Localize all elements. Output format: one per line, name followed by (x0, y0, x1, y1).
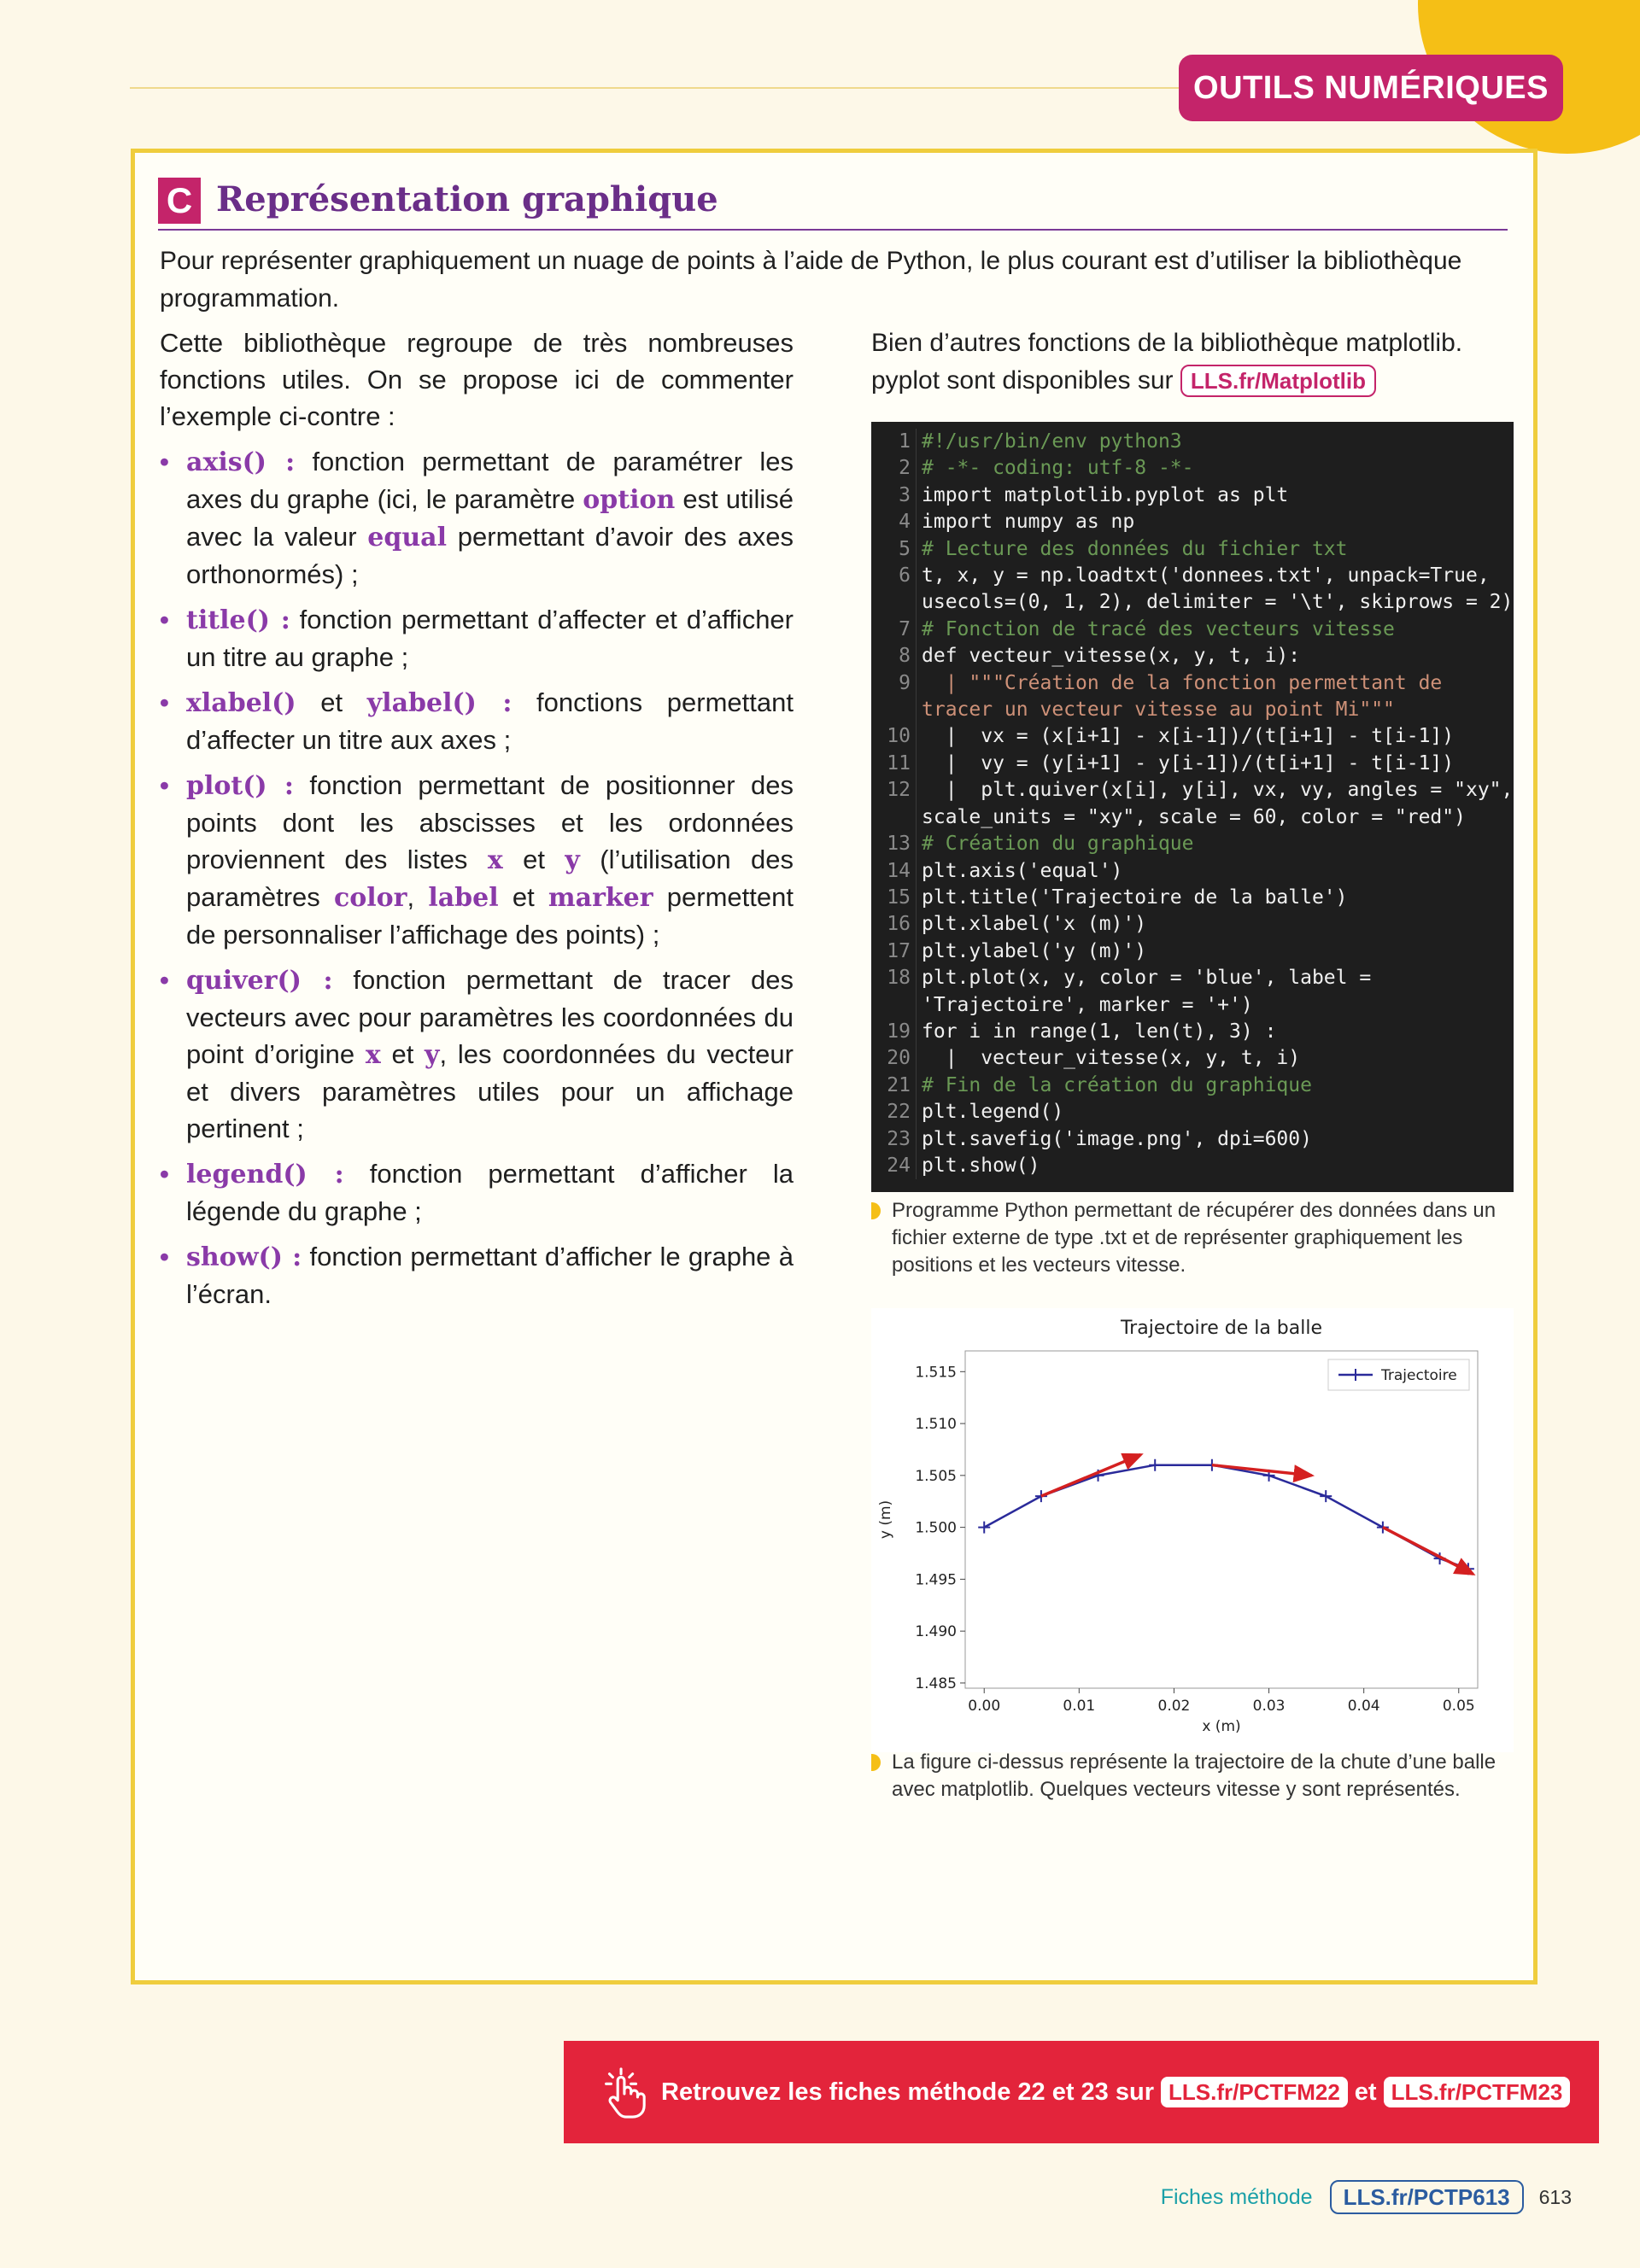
y-tick-label: 1.505 (915, 1467, 957, 1485)
keyword-x: x (487, 845, 503, 875)
code-text: # -*- coding: utf-8 -*- (922, 457, 1194, 480)
code-line (878, 455, 1507, 482)
line-number (878, 804, 917, 831)
lead-paragraph: Cette bibliothèque regroupe de très nombreuses fonctions utiles. On se propose ici de commenter l’exemple ci-contre : (160, 328, 794, 431)
code-text: plt.legend() (922, 1101, 1064, 1124)
item-text: et (380, 1039, 425, 1069)
x-tick-label: 0.05 (1442, 1698, 1475, 1715)
keyword-equal: equal (367, 523, 448, 552)
section-heading (158, 178, 1508, 231)
code-text: import numpy as np (922, 511, 1135, 534)
bullet-icon: • (160, 1159, 169, 1189)
keyword-marker: marker (548, 883, 653, 913)
section-letter: C (158, 178, 201, 224)
x-tick-label: 0.04 (1347, 1698, 1380, 1715)
keyword-y: y (565, 845, 580, 875)
list-item-labels (160, 684, 794, 758)
function-list (160, 443, 794, 1312)
line-number (878, 992, 917, 1019)
velocity-vector (1041, 1455, 1141, 1497)
code-line (878, 670, 1507, 697)
method-banner (564, 2041, 1599, 2143)
code-line (878, 858, 1507, 885)
section-badge: OUTILS NUMÉRIQUES (1179, 55, 1563, 121)
item-text: , les coordonnées du vecteur et divers paramètres utiles pour un affichage pertinent ; (186, 1039, 794, 1143)
line-number: 4 (878, 509, 917, 535)
data-point (1320, 1490, 1332, 1502)
code-line (878, 589, 1514, 616)
section-title: Représentation graphique (216, 179, 718, 219)
code-line (878, 751, 1507, 777)
bullet-icon: • (160, 447, 169, 476)
legend-label: Trajectoire (1381, 1367, 1457, 1384)
code-line (878, 563, 1507, 589)
plot-area (965, 1351, 1478, 1688)
list-item-title (160, 601, 794, 675)
line-number: 10 (878, 723, 917, 750)
item-text: , (407, 882, 429, 912)
page-number: 613 (1538, 2185, 1572, 2208)
code-line (878, 1019, 1507, 1045)
bullet-icon: • (160, 965, 169, 995)
line-number: 16 (878, 911, 917, 938)
code-text: scale_units = "xy", scale = 60, color = "red") (922, 805, 1466, 828)
item-text: fonction permettant de tracer des vecteurs avec pour paramètres les coordonnées du point d’origine (186, 965, 794, 1069)
pointing-hand-icon (596, 2066, 649, 2119)
list-item-plot (160, 767, 794, 953)
code-listing (871, 422, 1514, 1192)
code-text: plt.axis('equal') (922, 859, 1123, 882)
line-number: 3 (878, 482, 917, 509)
code-text: t, x, y = np.loadtxt('donnees.txt', unpack=True, (922, 564, 1490, 587)
code-text: 'Trajectoire', marker = '+') (922, 993, 1253, 1016)
line-number: 6 (878, 563, 917, 589)
code-line (878, 429, 1507, 455)
line-number: 17 (878, 938, 917, 965)
x-axis-label: x (m) (1202, 1718, 1241, 1735)
keyword-quiver: quiver() : (186, 966, 333, 996)
code-line (878, 1045, 1507, 1072)
line-number: 19 (878, 1019, 917, 1045)
line-number: 14 (878, 858, 917, 885)
trajectory-chart (871, 1308, 1514, 1752)
y-axis-label: y (m) (877, 1499, 894, 1540)
code-text: plt.ylabel('y (m)') (922, 939, 1147, 962)
banner-and: et (1354, 2078, 1377, 2106)
code-text: # Création du graphique (922, 833, 1194, 856)
intro-paragraph: Pour représenter graphiquement un nuage de points à l’aide de Python, le plus courant est d’utiliser la bibliothèque programmation. (160, 247, 1462, 313)
left-column (160, 324, 794, 1321)
keyword-title: title() : (186, 605, 290, 635)
item-text: fonctions permettant d’affecter un titre aux axes ; (186, 687, 794, 755)
page-footer (1145, 2177, 1572, 2217)
code-text: | plt.quiver(x[i], y[i], vx, vy, angles = "xy", (922, 779, 1514, 802)
line-number: 21 (878, 1073, 917, 1099)
code-line (878, 643, 1507, 669)
chart-svg (871, 1308, 1514, 1752)
banner-text: Retrouvez les fiches méthode 22 et 23 sur (661, 2078, 1154, 2106)
code-line (878, 723, 1507, 750)
list-item-quiver (160, 962, 794, 1147)
item-text: fonction permettant d’afficher le graphe à l’écran. (186, 1242, 794, 1309)
code-text: | vecteur_vitesse(x, y, t, i) (922, 1047, 1301, 1070)
line-number: 11 (878, 751, 917, 777)
fm23-link[interactable]: LLS.fr/PCTFM23 (1384, 2077, 1571, 2107)
code-text: plt.plot(x, y, color = 'blue', label = (922, 967, 1372, 990)
code-text: import matplotlib.pyplot as plt (922, 483, 1289, 506)
code-line (878, 992, 1507, 1019)
chart-caption: La figure ci-dessus représente la trajectoire de la chute d’une balle avec matplotlib. Quelques vecteurs vitesse y sont représentés. (871, 1749, 1532, 1803)
item-text: et (296, 687, 367, 717)
item-text: et (498, 882, 548, 912)
keyword-ylabel: ylabel() : (366, 688, 512, 718)
code-text: for i in range(1, len(t), 3) : (922, 1020, 1277, 1043)
code-line (878, 1126, 1507, 1153)
code-text: | vy = (y[i+1] - y[i-1])/(t[i+1] - t[i-1]) (922, 751, 1455, 775)
code-line (878, 1073, 1507, 1099)
code-text: plt.savefig('image.png', dpi=600) (922, 1127, 1312, 1150)
code-text: plt.title('Trajectoire de la balle') (922, 886, 1348, 909)
code-text: plt.show() (922, 1154, 1040, 1177)
list-item-axis (160, 443, 794, 593)
line-number: 20 (878, 1045, 917, 1072)
code-text: plt.xlabel('x (m)') (922, 913, 1147, 936)
data-point (978, 1522, 990, 1534)
x-tick-label: 0.03 (1252, 1698, 1286, 1715)
keyword-plot: plot() : (186, 771, 294, 801)
bullet-icon: • (160, 605, 169, 634)
bullet-icon: • (160, 770, 169, 800)
line-number: 23 (878, 1126, 917, 1153)
keyword-legend: legend() : (186, 1160, 344, 1190)
item-text: et (502, 845, 565, 874)
bullet-icon: • (160, 687, 169, 717)
y-tick-label: 1.510 (915, 1416, 957, 1434)
y-tick-label: 1.495 (915, 1571, 957, 1589)
code-text: # Fin de la création du graphique (922, 1073, 1312, 1096)
velocity-vector (1383, 1528, 1473, 1575)
footer-label: Fiches méthode (1160, 2184, 1313, 2209)
code-line (878, 777, 1514, 804)
line-number: 2 (878, 455, 917, 482)
y-tick-label: 1.500 (915, 1519, 957, 1537)
data-point (1149, 1459, 1161, 1471)
x-tick-label: 0.00 (968, 1698, 1001, 1715)
code-line (878, 804, 1507, 831)
keyword-label: label (428, 883, 499, 913)
right-intro-text: Bien d’autres fonctions de la bibliothèque matplotlib. pyplot sont disponibles sur (871, 329, 1463, 395)
item-text: fonction permettant d’affecter et d’afficher un titre au graphe ; (186, 605, 794, 672)
code-line (878, 938, 1507, 965)
item-text: est utilisé avec la valeur (186, 484, 794, 552)
data-point (1377, 1522, 1389, 1534)
code-line (878, 509, 1507, 535)
item-text: (l’utilisation des paramètres (186, 845, 794, 912)
code-line (878, 617, 1507, 643)
code-line (878, 885, 1507, 911)
line-number: 24 (878, 1153, 917, 1179)
x-tick-label: 0.02 (1157, 1698, 1191, 1715)
code-line (878, 697, 1507, 723)
item-text: fonction permettant d’afficher la légende du graphe ; (186, 1159, 794, 1226)
y-tick-label: 1.515 (915, 1364, 957, 1382)
list-item-show (160, 1238, 794, 1312)
code-line (878, 1099, 1507, 1125)
line-number: 9 (878, 670, 917, 697)
keyword-color: color (334, 883, 407, 913)
matplotlib-link[interactable]: LLS.fr/Matplotlib (1180, 365, 1376, 397)
line-number: 1 (878, 429, 917, 455)
keyword-show: show() : (186, 1242, 302, 1272)
line-number (878, 589, 917, 616)
code-line (878, 1153, 1507, 1179)
y-tick-label: 1.485 (915, 1675, 957, 1692)
fm22-link[interactable]: LLS.fr/PCTFM22 (1161, 2077, 1348, 2107)
keyword-option: option (583, 485, 676, 515)
keyword-x: x (365, 1040, 381, 1070)
code-line (878, 536, 1507, 563)
footer-link[interactable]: LLS.fr/PCTP613 (1330, 2180, 1524, 2214)
code-line (878, 965, 1507, 991)
code-text: def vecteur_vitesse(x, y, t, i): (922, 645, 1301, 668)
bullet-icon: • (160, 1242, 169, 1271)
keyword-axis: axis() : (186, 447, 296, 477)
line-number: 13 (878, 831, 917, 857)
x-tick-label: 0.01 (1063, 1698, 1096, 1715)
line-number (878, 697, 917, 723)
code-text: # Fonction de tracé des vecteurs vitesse (922, 617, 1395, 640)
item-text: fonction permettant de positionner des points dont les abscisses et les ordonnées proviennent des listes (186, 770, 794, 874)
code-text: usecols=(0, 1, 2), delimiter = '\t', skiprows = 2) (922, 591, 1514, 614)
item-text: permettant d’avoir des axes orthonormés) ; (186, 522, 794, 589)
item-text: permettent de personnaliser l’affichage des points) ; (186, 882, 794, 950)
code-text: | vx = (x[i+1] - x[i-1])/(t[i+1] - t[i-1]) (922, 725, 1455, 748)
right-intro (871, 324, 1512, 400)
line-number: 12 (878, 777, 917, 804)
code-text: # Lecture des données du fichier txt (922, 537, 1348, 560)
code-line (878, 911, 1507, 938)
line-number: 8 (878, 643, 917, 669)
item-text: fonction permettant de paramétrer les axes du graphe (ici, le paramètre (186, 447, 794, 514)
line-number: 22 (878, 1099, 917, 1125)
line-number: 18 (878, 965, 917, 991)
list-item-legend (160, 1155, 794, 1230)
code-line (878, 831, 1507, 857)
line-number: 7 (878, 617, 917, 643)
line-number: 15 (878, 885, 917, 911)
keyword-xlabel: xlabel() (186, 688, 296, 718)
y-tick-label: 1.490 (915, 1623, 957, 1641)
code-text: tracer un vecteur vitesse au point Mi""" (922, 699, 1395, 722)
code-line (878, 482, 1507, 509)
code-caption: Programme Python permettant de récupérer des données dans un fichier externe de type .txt et de représenter graphiquement les positions et les vecteurs vitesse. (871, 1197, 1532, 1279)
code-text: | """Création de la fonction permettant de (922, 671, 1443, 694)
line-number: 5 (878, 536, 917, 563)
series-line (984, 1465, 1468, 1569)
chart-title: Trajectoire de la balle (1120, 1318, 1323, 1339)
keyword-y: y (425, 1040, 440, 1070)
code-text: #!/usr/bin/env python3 (922, 430, 1182, 453)
